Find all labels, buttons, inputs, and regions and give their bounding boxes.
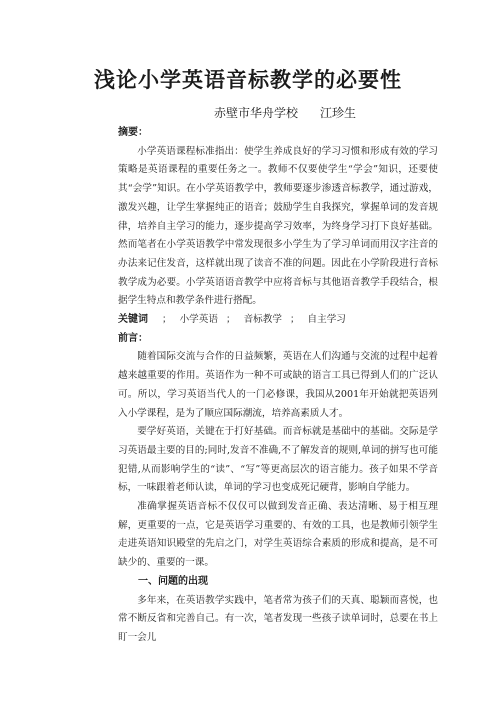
keywords-separator: ； bbox=[289, 314, 300, 326]
keyword-item: 自主学习 bbox=[307, 314, 346, 326]
section-heading: 一、问题的出现 bbox=[138, 575, 208, 587]
preface-paragraph: 要学好英语，关键在于打好基础。而音标就是基础中的基础。交际是学习英语最主要的目的;同时,发音不准确,不了解发音的规则,单词的拼写也可能犯错,从而影响学生的“读”、“写”等更高层次的语言能力。孩子如果不学音标，一味跟着老师认读，单词的学习也变成死记硬背，影响自学能力。 bbox=[118, 426, 438, 494]
abstract-label: 摘要： bbox=[118, 127, 148, 138]
keyword-item: 音标教学 bbox=[243, 314, 282, 326]
document-title: 浅论小学英语音标教学的必要性 bbox=[94, 68, 402, 92]
preface-label: 前言： bbox=[118, 332, 148, 344]
author-name: 江珍生 bbox=[320, 106, 357, 120]
author-line bbox=[214, 104, 356, 121]
preface-paragraph: 准确掌握英语音标不仅仅可以做到发音正确、表达清晰、易于相互理解，更重要的一点，它是英语学习重要的、有效的工具，也是教师引领学生走进英语知识殿堂的先启之门，对学生英语综合素质的形成和提高，是不可缺少的、重要的一课。 bbox=[118, 501, 438, 569]
keywords-separator: ； bbox=[162, 314, 172, 326]
keywords-separator: ； bbox=[225, 314, 236, 326]
section-paragraph: 多年来，在英语教学实践中，笔者常为孩子们的天真、聪颖而喜悦，也常不断反省和完善自己。有一次，笔者发现一些孩子读单词时，总要在书上盯一会儿 bbox=[118, 594, 438, 643]
author-school: 赤壁市华舟学校 bbox=[214, 106, 299, 120]
preface-paragraph: 随着国际交流与合作的日益频繁，英语在人们沟通与交流的过程中起着越来越重要的作用。英语作为一种不可或缺的语言工具已得到人们的广泛认可。所以，学习英语当代人的一门必修课，我国从2001年开始就把英语列入小学课程，是为了顺应国际潮流，培养高素质人才。 bbox=[118, 351, 438, 419]
keywords-line bbox=[118, 311, 438, 330]
keywords-label: 关键词 bbox=[118, 314, 148, 326]
document-body bbox=[118, 124, 438, 648]
abstract-text: 小学英语课程标准指出：使学生养成良好的学习习惯和形成有效的学习策略是英语课程的重要任务之一。教师不仅要使学生“学会”知识，还要使其“会学”知识。在小学英语教学中，教师要逐步渗透音标教学，通过游戏，激发兴趣，让学生掌握纯正的语音；鼓励学生自我探究，掌握单词的发音规律，培养自主学习的能力，逐步提高学习效率，为终身学习打下良好基础。然而笔者在小学英语教学中常发现很多小学生为了学习单词而用汉字注音的办法来记住发音，这样就出现了读音不准的问题。因此在小学阶段进行音标教学成为必要。小学英语语音教学中应将音标与其他语音教学手段结合，根据学生特点和教学条件进行搭配。 bbox=[118, 145, 438, 307]
keyword-item: 小学英语 bbox=[179, 314, 218, 326]
